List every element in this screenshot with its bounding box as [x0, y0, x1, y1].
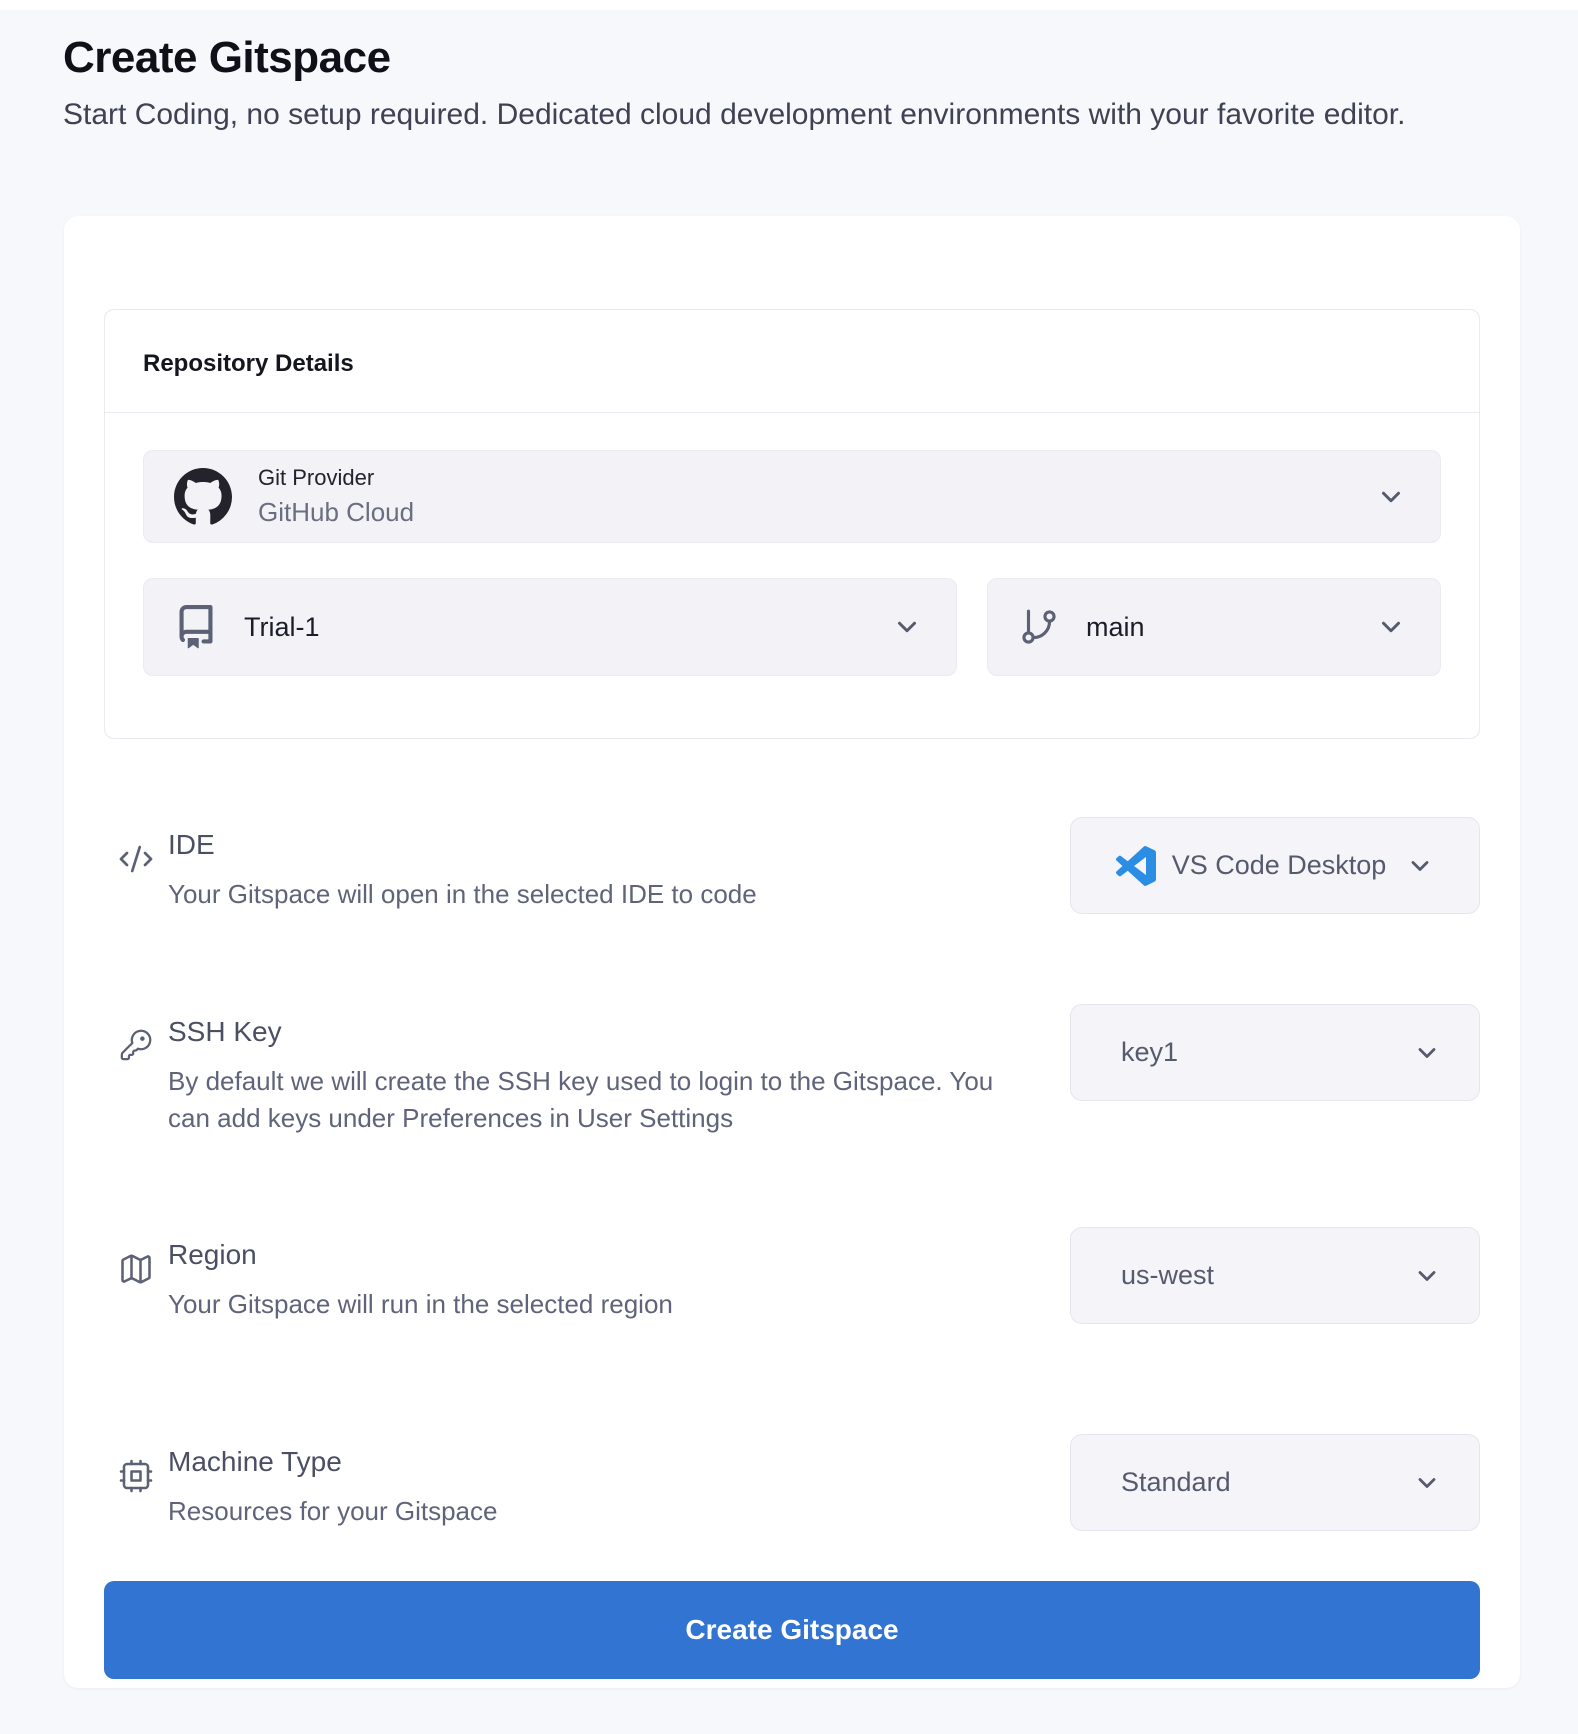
chevron-down-icon: [1406, 852, 1434, 880]
repository-details-panel: [104, 309, 1480, 739]
ssh-key-label: SSH Key: [168, 1016, 282, 1047]
git-provider-text: [258, 465, 414, 528]
chevron-down-icon: [1376, 482, 1406, 512]
branch-value: main: [1086, 611, 1145, 642]
ssh-key-text: [168, 1004, 998, 1137]
branch-select[interactable]: [987, 578, 1441, 676]
git-provider-value: GitHub Cloud: [258, 497, 415, 527]
page-subtitle: Start Coding, no setup required. Dedicated cloud development environments with your favorite editor.: [63, 98, 1406, 131]
repository-select[interactable]: [143, 578, 957, 676]
region-description: Your Gitspace will run in the selected region: [168, 1289, 673, 1319]
machine-type-value: Standard: [1121, 1467, 1231, 1497]
create-gitspace-card: [64, 216, 1520, 1688]
ssh-key-description: By default we will create the SSH key used to login to the Gitspace. You can add keys under Preferences in User Settings: [168, 1066, 994, 1133]
cpu-icon: [104, 1434, 168, 1494]
repository-value: Trial-1: [244, 611, 320, 642]
ide-label: IDE: [168, 829, 215, 860]
git-provider-select[interactable]: [143, 450, 1441, 543]
region-value: us-west: [1121, 1260, 1215, 1290]
chevron-down-icon: [1376, 612, 1406, 642]
repository-details-title: Repository Details: [105, 310, 1479, 413]
ssh-key-select[interactable]: [1070, 1004, 1480, 1101]
key-icon: [104, 1004, 168, 1062]
page-header: [0, 10, 1578, 134]
region-row: [104, 1227, 1480, 1324]
git-provider-label: Git Provider: [258, 465, 375, 490]
chevron-down-icon: [1413, 1039, 1441, 1067]
chevron-down-icon: [1413, 1469, 1441, 1497]
region-text: [168, 1227, 998, 1323]
region-label: Region: [168, 1239, 257, 1270]
machine-type-text: [168, 1434, 998, 1530]
create-gitspace-button[interactable]: Create Gitspace: [104, 1581, 1480, 1679]
machine-type-label: Machine Type: [168, 1446, 342, 1477]
repo-branch-row: [143, 578, 1441, 676]
machine-type-description: Resources for your Gitspace: [168, 1496, 498, 1526]
ide-row: [104, 817, 1480, 914]
chevron-down-icon: [1413, 1262, 1441, 1290]
ide-value: VS Code Desktop: [1171, 850, 1387, 880]
top-strip: [0, 0, 1578, 10]
ide-description: Your Gitspace will open in the selected IDE to code: [168, 879, 757, 909]
code-icon: [104, 817, 168, 877]
ssh-key-row: [104, 1004, 1480, 1137]
ssh-key-value: key1: [1121, 1037, 1179, 1067]
page-title: Create Gitspace: [63, 33, 391, 82]
machine-type-row: [104, 1434, 1480, 1531]
git-branch-icon: [1018, 606, 1060, 648]
ide-text: [168, 817, 998, 913]
machine-type-select[interactable]: [1070, 1434, 1480, 1531]
region-select[interactable]: [1070, 1227, 1480, 1324]
repository-details-body: [105, 413, 1479, 738]
map-icon: [104, 1227, 168, 1287]
chevron-down-icon: [892, 612, 922, 642]
ide-select[interactable]: [1070, 817, 1480, 914]
repo-icon: [174, 605, 218, 649]
github-icon: [174, 468, 232, 526]
gitspace-settings: [104, 817, 1480, 1531]
vscode-icon: [1116, 846, 1156, 886]
